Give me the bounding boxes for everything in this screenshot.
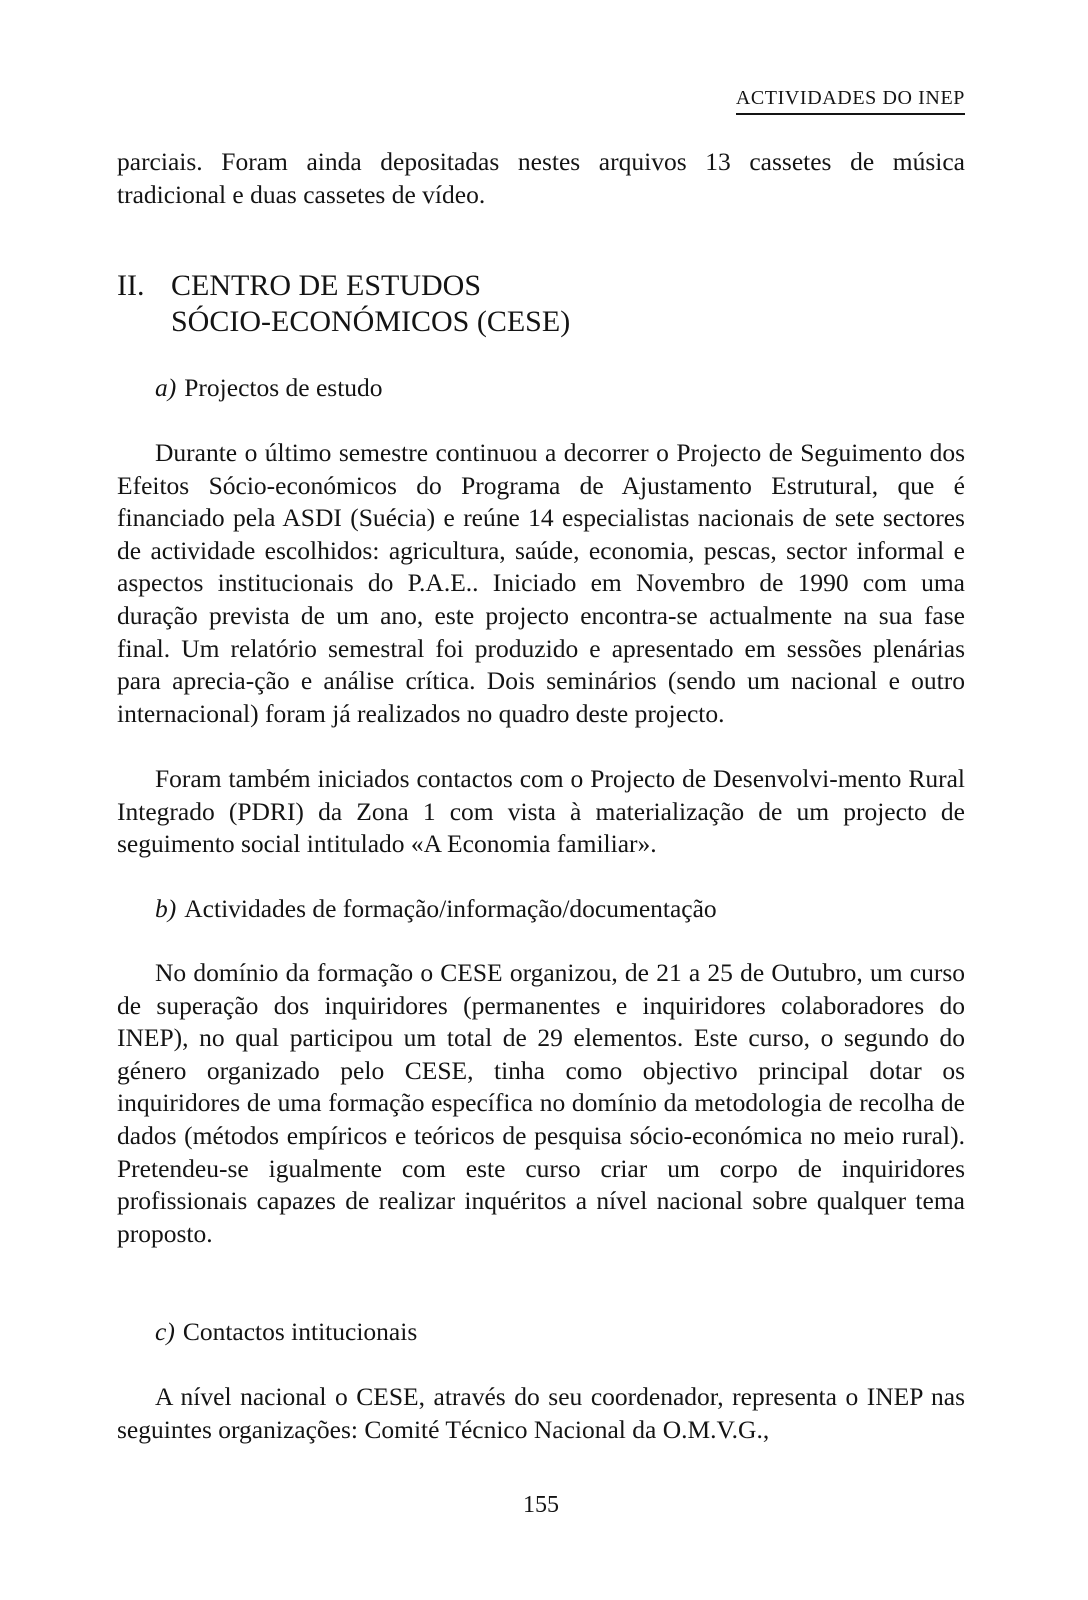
section-title-line1: CENTRO DE ESTUDOS (171, 269, 482, 302)
subheading-title: Projectos de estudo (184, 373, 383, 402)
intro-paragraph: parciais. Foram ainda depositadas nestes arquivos 13 cassetes de música tradicional e duas cassetes de vídeo. (117, 147, 965, 209)
subheading-letter: c) (155, 1317, 175, 1346)
paragraph-contactos: A nível nacional o CESE, através do seu coordenador, representa o INEP nas seguintes organizações: Comité Técnico Nacional da O.M.V.G., (117, 1382, 965, 1444)
page-number: 155 (523, 1492, 559, 1518)
subheading-b (155, 893, 717, 925)
subheading-title: Contactos intitucionais (182, 1317, 418, 1346)
running-header: ACTIVIDADES DO INEP (736, 86, 965, 115)
paragraph-projectos-2: Foram também iniciados contactos com o Projecto de Desenvolvi-mento Rural Integrado (PDRI) da Zona 1 com vista à materialização de um projecto de seguimento social intitulado «A Economia familiar». (117, 764, 965, 859)
section-number: II. (117, 269, 145, 302)
subheading-letter: b) (155, 894, 177, 923)
section-title-line2: SÓCIO-ECONÓMICOS (CESE) (171, 305, 571, 338)
section-heading (117, 268, 570, 340)
document-page (117, 0, 965, 1600)
subheading-title: Actividades de formação/informação/documentação (184, 894, 717, 923)
subheading-a (155, 372, 383, 404)
subheading-letter: a) (155, 373, 177, 402)
subheading-c (155, 1316, 417, 1348)
paragraph-projectos-1: Durante o último semestre continuou a decorrer o Projecto de Seguimento dos Efeitos Sócio-económicos do Programa de Ajustamento Estrutural, que é financiado pela ASDI (Suécia) e reúne 14 especialistas nacionais de sete sectores de actividade escolhidos: agricultura, saúde, economia, pescas, sector informal e aspectos institucionais do P.A.E.. Iniciado em Novembro de 1990 com uma duração prevista de um ano, este projecto encontra-se actualmente na sua fase final. Um relatório semestral foi produzido e apresentado em sessões plenárias para aprecia-ção e análise crítica. Dois seminários (sendo um nacional e outro internacional) foram já realizados no quadro deste projecto. (117, 438, 965, 728)
paragraph-formacao: No domínio da formação o CESE organizou, de 21 a 25 de Outubro, um curso de superação dos inquiridores (permanentes e inquiridores colaboradores do INEP), no qual participou um total de 29 elementos. Este curso, o segundo do género organizado pelo CESE, tinha como objectivo principal dotar os inquiridores de uma formação específica no domínio da metodologia de recolha de dados (métodos empíricos e teóricos de pesquisa sócio-económica no meio rural). Pretendeu-se igualmente com este curso criar um corpo de inquiridores profissionais capazes de realizar inquéritos a nível nacional sobre qualquer tema proposto. (117, 958, 965, 1248)
